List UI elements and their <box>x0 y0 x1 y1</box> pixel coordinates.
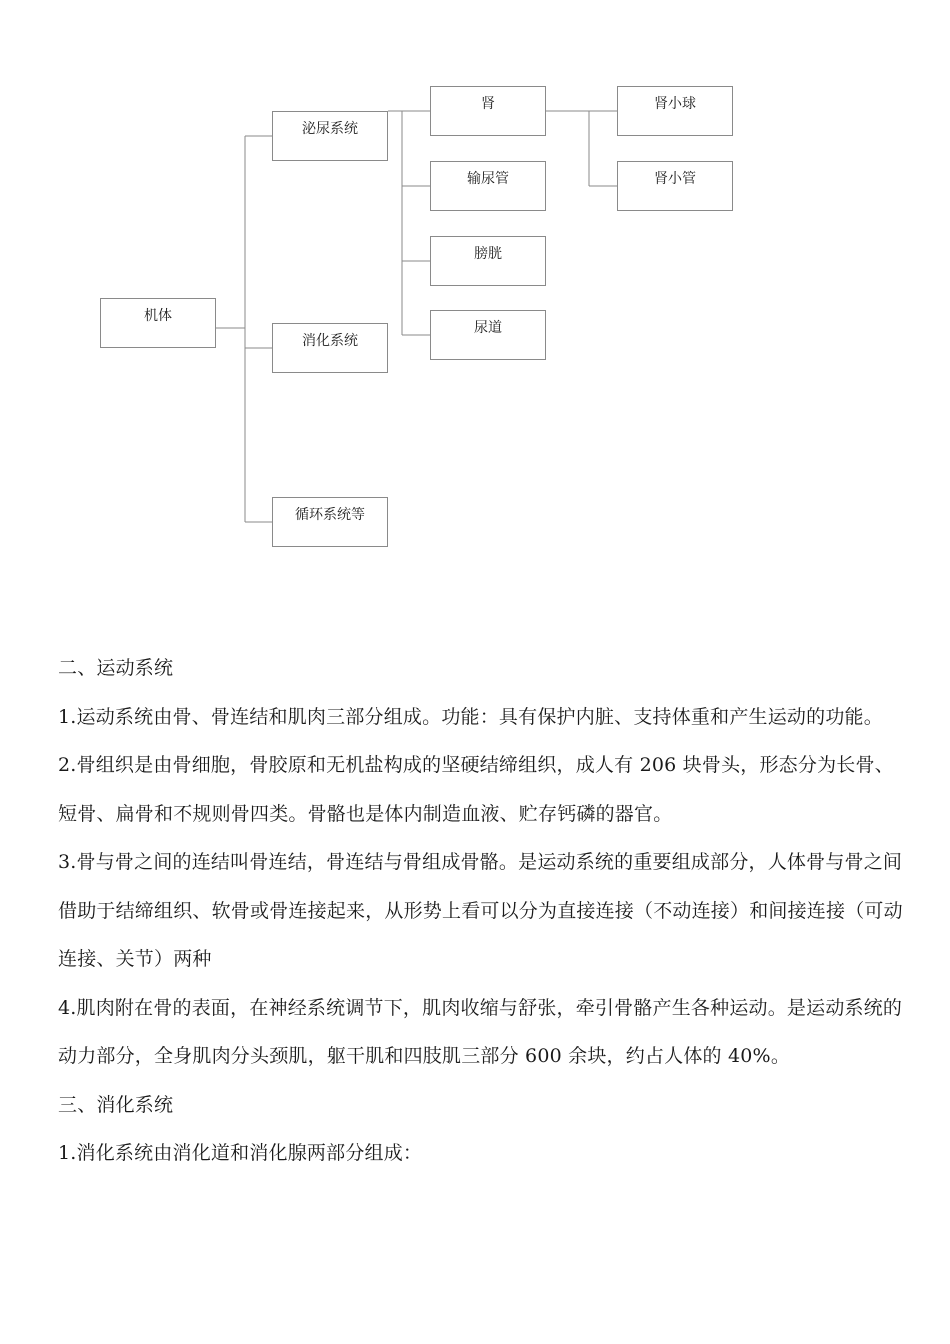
tree-node-renal-tubule: 肾小管 <box>617 161 733 211</box>
tree-node-urinary-system: 泌尿系统 <box>272 111 388 161</box>
tree-node-digestive-system: 消化系统 <box>272 323 388 373</box>
paragraph-5: 1.消化系统由消化道和消化腺两部分组成： <box>58 1142 423 1164</box>
tree-node-ureter: 输尿管 <box>430 161 546 211</box>
tree-node-root: 机体 <box>100 298 216 348</box>
tree-node-bladder: 膀胱 <box>430 236 546 286</box>
section-heading-digestive-system: 三、消化系统 <box>58 1093 174 1116</box>
document-body <box>58 644 908 1178</box>
paragraph-2: 2.骨组织是由骨细胞，骨胶原和无机盐构成的坚硬结缔组织，成人有 206 块骨头，形态分为长骨、短骨、扁骨和不规则骨四类。骨骼也是体内制造血液、贮存钙磷的器官。 <box>58 754 894 825</box>
tree-node-glomerulus: 肾小球 <box>617 86 733 136</box>
tree-node-kidney: 肾 <box>430 86 546 136</box>
section-heading-motor-system: 二、运动系统 <box>58 657 174 679</box>
tree-node-circulatory-system: 循环系统等 <box>272 497 388 547</box>
paragraph-1: 1.运动系统由骨、骨连结和肌肉三部分组成。功能：具有保护内脏、支持体重和产生运动的功能。 <box>58 705 883 728</box>
paragraph-4: 4.肌肉附在骨的表面，在神经系统调节下，肌肉收缩与舒张，牵引骨骼产生各种运动。是运动系统的动力部分，全身肌肉分头颈肌，躯干肌和四肢肌三部分 600 余块，约占人体的 40%。 <box>58 996 903 1067</box>
tree-node-urethra: 尿道 <box>430 310 546 360</box>
paragraph-3: 3.骨与骨之间的连结叫骨连结，骨连结与骨组成骨骼。是运动系统的重要组成部分，人体骨与骨之间借助于结缔组织、软骨或骨连接起来，从形势上看可以分为直接连接（不动连接）和间接连接（可动连接、关节）两种 <box>58 851 903 970</box>
